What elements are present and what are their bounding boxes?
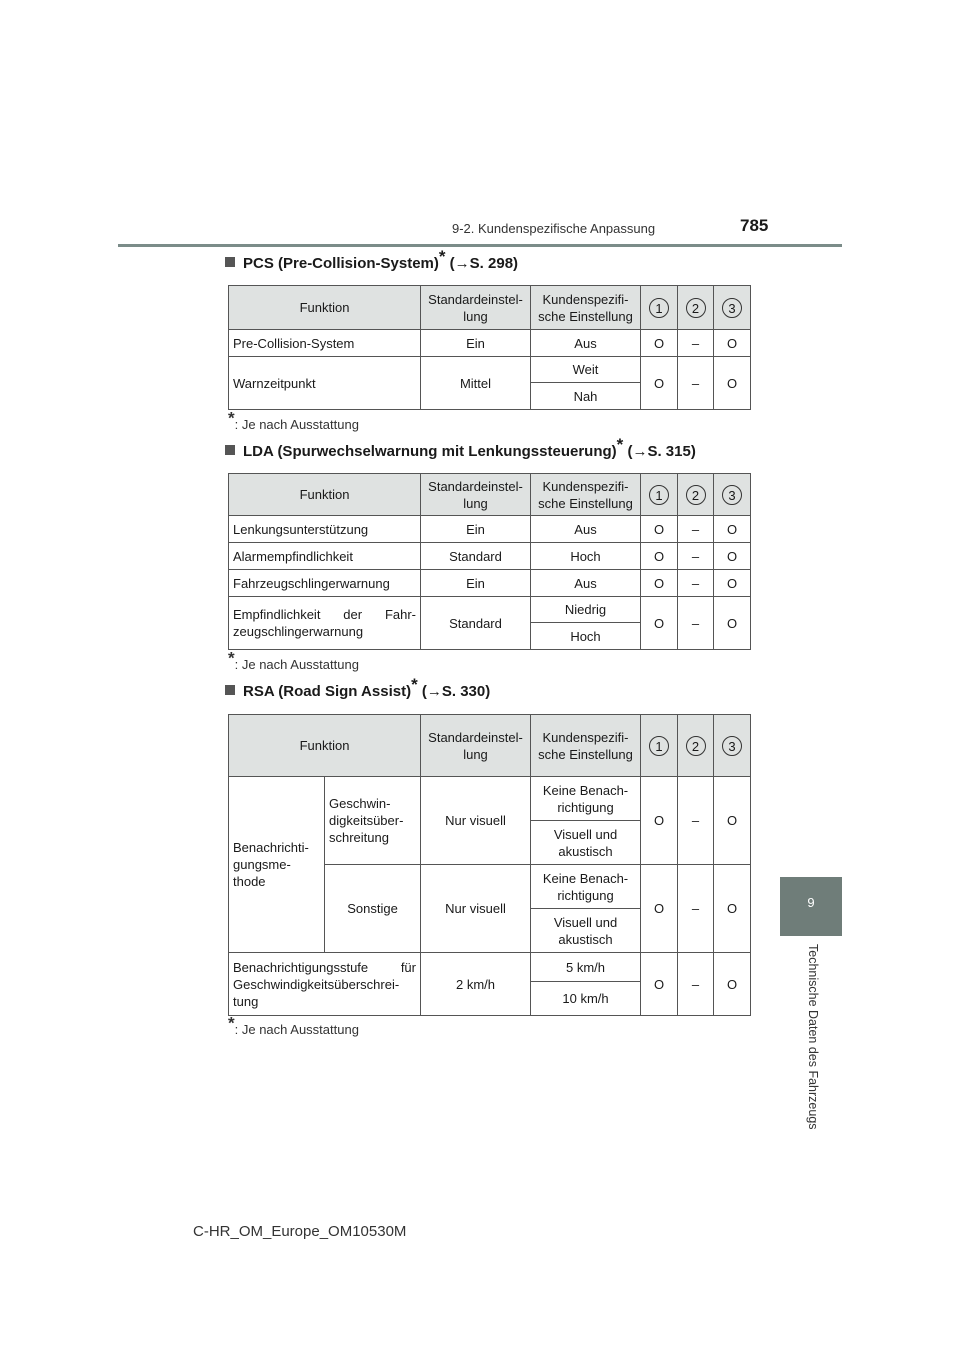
footnote-star: *	[228, 408, 235, 428]
table-header-row	[229, 715, 751, 777]
circled-2-icon: 2	[686, 736, 706, 756]
cell-custom: 10 km/h	[531, 982, 641, 1016]
lda-heading	[225, 435, 696, 460]
cell-c3: O	[714, 516, 751, 543]
footnote-star: *	[228, 648, 235, 668]
col-standard: Standardeinstel-lung	[421, 474, 531, 516]
col-funktion: Funktion	[229, 715, 421, 777]
cell-funktion: Fahrzeugschlingerwarnung	[229, 570, 421, 597]
pcs-page-ref: (→S. 298)	[449, 255, 519, 272]
col-custom: Kundenspezifi-sche Einstellung	[531, 286, 641, 330]
col-1	[641, 474, 678, 516]
cell-funktion: Pre-Collision-System	[229, 330, 421, 357]
rsa-heading	[225, 675, 491, 700]
rsa-table	[228, 714, 751, 1016]
table-row	[229, 953, 751, 982]
cell-sub-funktion: Geschwin-digkeitsüber-schreitung	[325, 777, 421, 865]
col-custom: Kundenspezifi-sche Einstellung	[531, 715, 641, 777]
cell-custom: Aus	[531, 516, 641, 543]
col-2	[678, 474, 714, 516]
chapter-number: 9	[807, 895, 815, 910]
chapter-label: Technische Daten des Fahrzeugs	[806, 944, 820, 1130]
table-row	[229, 516, 751, 543]
pcs-title: PCS (Pre-Collision-System)	[243, 255, 439, 272]
cell-c3: O	[714, 865, 751, 953]
table-row	[229, 570, 751, 597]
cell-custom: Weit	[531, 357, 641, 383]
cell-custom: Hoch	[531, 623, 641, 650]
cell-standard: Ein	[421, 570, 531, 597]
circled-3-icon: 3	[722, 736, 742, 756]
cell-c2: –	[678, 953, 714, 1016]
col-standard: Standardeinstel-lung	[421, 286, 531, 330]
cell-c1: O	[641, 543, 678, 570]
square-bullet-icon	[225, 257, 235, 267]
cell-standard: Nur visuell	[421, 777, 531, 865]
footnote-text: : Je nach Ausstattung	[234, 417, 359, 432]
cell-custom: Keine Benach-richtigung	[531, 777, 641, 821]
col-custom: Kundenspezifi-sche Einstellung	[531, 474, 641, 516]
col-1	[641, 286, 678, 330]
table-row	[229, 777, 751, 821]
table-row	[229, 330, 751, 357]
cell-c2: –	[678, 570, 714, 597]
cell-c1: O	[641, 865, 678, 953]
cell-c2: –	[678, 777, 714, 865]
pcs-footnote	[228, 408, 359, 432]
col-funktion: Funktion	[229, 286, 421, 330]
cell-c2: –	[678, 543, 714, 570]
cell-c1: O	[641, 953, 678, 1016]
rsa-title: RSA (Road Sign Assist)	[243, 683, 412, 700]
circled-3-icon: 3	[722, 298, 742, 318]
cell-funktion: Empfindlichkeit der Fahr-zeugschlingerwarnung	[229, 597, 421, 650]
cell-custom: Hoch	[531, 543, 641, 570]
header-rule	[118, 244, 842, 247]
cell-funktion: Benachrichtigungsstufe für Geschwindigkeitsüberschrei-tung	[229, 953, 421, 1016]
cell-standard: Standard	[421, 597, 531, 650]
cell-custom: Aus	[531, 330, 641, 357]
rsa-star: *	[411, 675, 418, 694]
cell-c3: O	[714, 543, 751, 570]
col-1	[641, 715, 678, 777]
col-3	[714, 474, 751, 516]
footnote-text: : Je nach Ausstattung	[234, 657, 359, 672]
running-header: 9-2. Kundenspezifische Anpassung	[452, 221, 656, 236]
col-funktion: Funktion	[229, 474, 421, 516]
cell-custom: Aus	[531, 570, 641, 597]
circled-1-icon: 1	[649, 485, 669, 505]
pcs-heading	[225, 247, 519, 272]
lda-star: *	[616, 435, 624, 454]
cell-c1: O	[641, 597, 678, 650]
cell-custom: 5 km/h	[531, 953, 641, 982]
cell-c2: –	[678, 357, 714, 410]
circled-1-icon: 1	[649, 298, 669, 318]
square-bullet-icon	[225, 685, 235, 695]
cell-funktion: Lenkungsunterstützung	[229, 516, 421, 543]
cell-c1: O	[641, 357, 678, 410]
table-row	[229, 543, 751, 570]
circled-3-icon: 3	[722, 485, 742, 505]
cell-custom: Visuell und akustisch	[531, 909, 641, 953]
cell-custom: Keine Benach-richtigung	[531, 865, 641, 909]
cell-custom: Nah	[531, 383, 641, 410]
rsa-footnote	[228, 1013, 359, 1037]
cell-c2: –	[678, 330, 714, 357]
lda-title: LDA (Spurwechselwarnung mit Lenkungssteuerung)	[243, 443, 617, 460]
col-standard: Standardeinstel-lung	[421, 715, 531, 777]
table-header-row	[229, 474, 751, 516]
table-header-row	[229, 286, 751, 330]
cell-standard: 2 km/h	[421, 953, 531, 1016]
cell-standard: Mittel	[421, 357, 531, 410]
footnote-text: : Je nach Ausstattung	[234, 1022, 359, 1037]
cell-standard: Nur visuell	[421, 865, 531, 953]
col-3	[714, 715, 751, 777]
cell-custom: Visuell und akustisch	[531, 821, 641, 865]
cell-c3: O	[714, 953, 751, 1016]
rsa-page-ref: (→S. 330)	[421, 683, 491, 700]
cell-c2: –	[678, 516, 714, 543]
cell-standard: Standard	[421, 543, 531, 570]
cell-c3: O	[714, 570, 751, 597]
cell-group-label: Benachrichti-gungsme-thode	[229, 777, 325, 953]
page-number: 785	[740, 216, 769, 235]
table-row	[229, 357, 751, 383]
circled-1-icon: 1	[649, 736, 669, 756]
lda-footnote	[228, 648, 359, 672]
cell-c3: O	[714, 357, 751, 410]
cell-custom: Niedrig	[531, 597, 641, 623]
lda-page-ref: (→S. 315)	[627, 443, 696, 460]
cell-funktion: Alarmempfindlichkeit	[229, 543, 421, 570]
cell-c3: O	[714, 777, 751, 865]
cell-standard: Ein	[421, 330, 531, 357]
pcs-table	[228, 285, 751, 410]
chapter-tab	[780, 877, 842, 936]
cell-sub-funktion: Sonstige	[325, 865, 421, 953]
lda-table	[228, 473, 751, 650]
cell-standard: Ein	[421, 516, 531, 543]
document-code: C-HR_OM_Europe_OM10530M	[193, 1223, 407, 1240]
cell-c2: –	[678, 865, 714, 953]
cell-c1: O	[641, 330, 678, 357]
cell-funktion: Warnzeitpunkt	[229, 357, 421, 410]
cell-c2: –	[678, 597, 714, 650]
cell-c3: O	[714, 597, 751, 650]
cell-c1: O	[641, 570, 678, 597]
cell-c1: O	[641, 516, 678, 543]
square-bullet-icon	[225, 445, 235, 455]
footnote-star: *	[228, 1013, 235, 1033]
cell-c3: O	[714, 330, 751, 357]
pcs-star: *	[438, 247, 446, 266]
col-2	[678, 715, 714, 777]
circled-2-icon: 2	[686, 298, 706, 318]
col-2	[678, 286, 714, 330]
col-3	[714, 286, 751, 330]
circled-2-icon: 2	[686, 485, 706, 505]
table-row	[229, 597, 751, 623]
cell-c1: O	[641, 777, 678, 865]
